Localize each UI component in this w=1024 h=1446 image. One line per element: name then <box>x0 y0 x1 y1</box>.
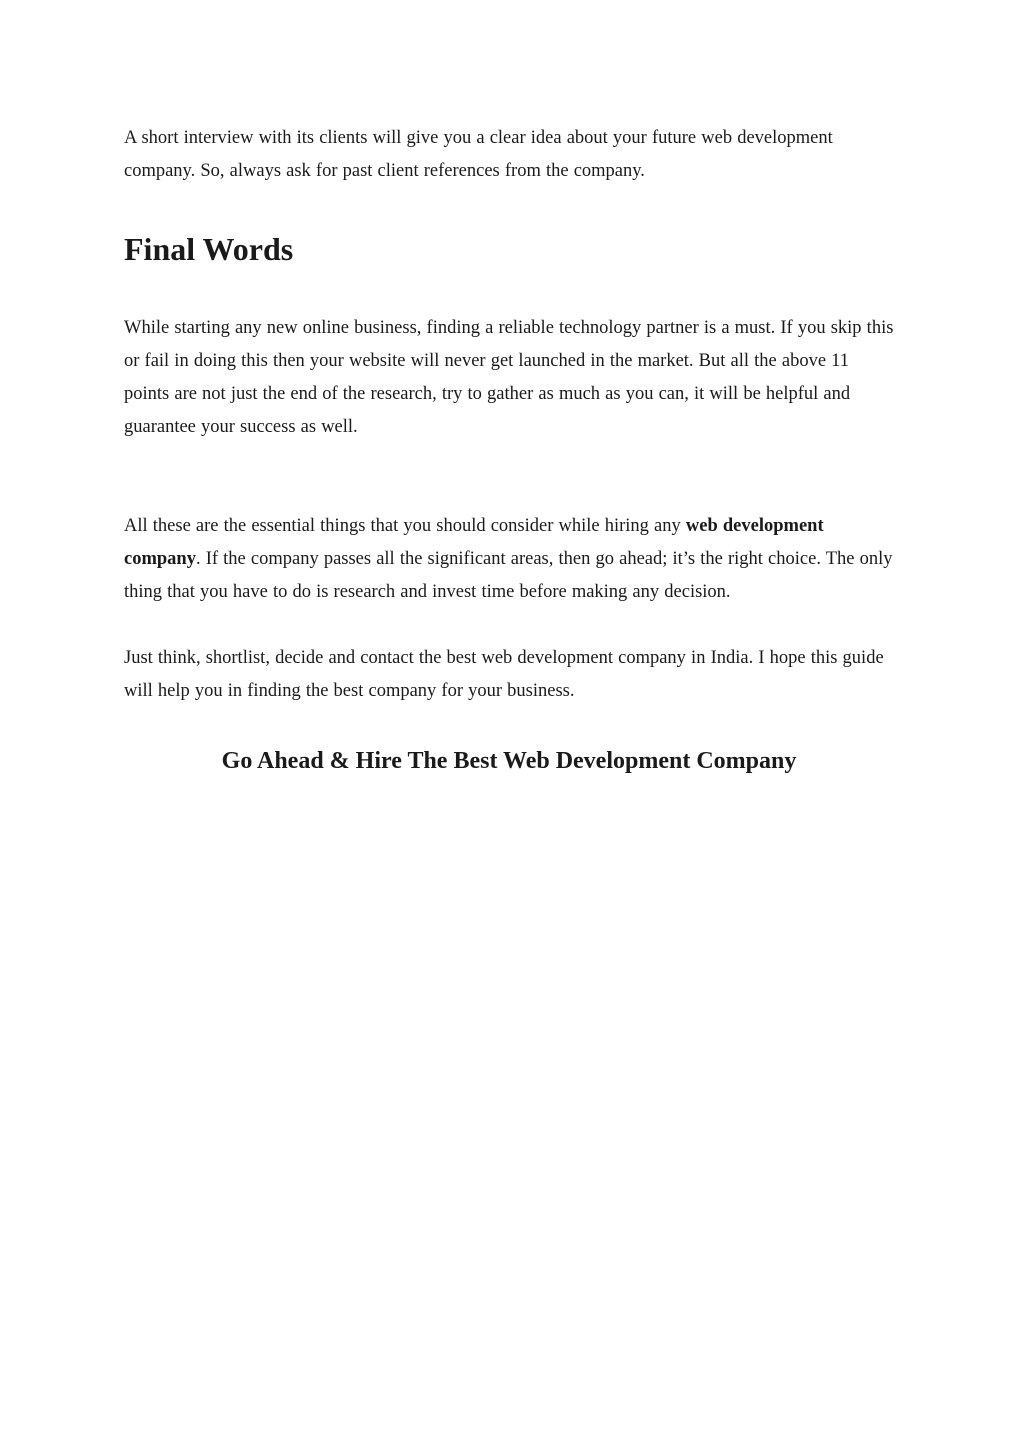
intro-paragraph: A short interview with its clients will give you a clear idea about your future web development company. So, always ask for past client references from the company. <box>124 128 833 181</box>
hiring-paragraph-text-after: . If the company passes all the significant areas, then go ahead; it’s the right choice. The only thing that you have to do is research and invest time before making any decision. <box>124 549 893 602</box>
hiring-paragraph <box>124 510 894 609</box>
hiring-paragraph-text-before: All these are the essential things that you should consider while hiring any <box>124 516 686 536</box>
cta-heading: Go Ahead & Hire The Best Web Development Company <box>221 748 797 774</box>
hiring-paragraph-bold-term: web development company <box>124 516 824 569</box>
final-words-paragraph: While starting any new online business, finding a reliable technology partner is a must. If you skip this or fail in doing this then your website will never get launched in the market. But all the above 11 points are not just the end of the research, try to gather as much as you can, it will be helpful and guarantee your success as well. <box>124 318 894 437</box>
closing-paragraph: Just think, shortlist, decide and contact the best web development company in India. I hope this guide will help you in finding the best company for your business. <box>124 648 884 701</box>
document-page <box>124 118 894 777</box>
final-words-heading: Final Words <box>124 231 294 267</box>
